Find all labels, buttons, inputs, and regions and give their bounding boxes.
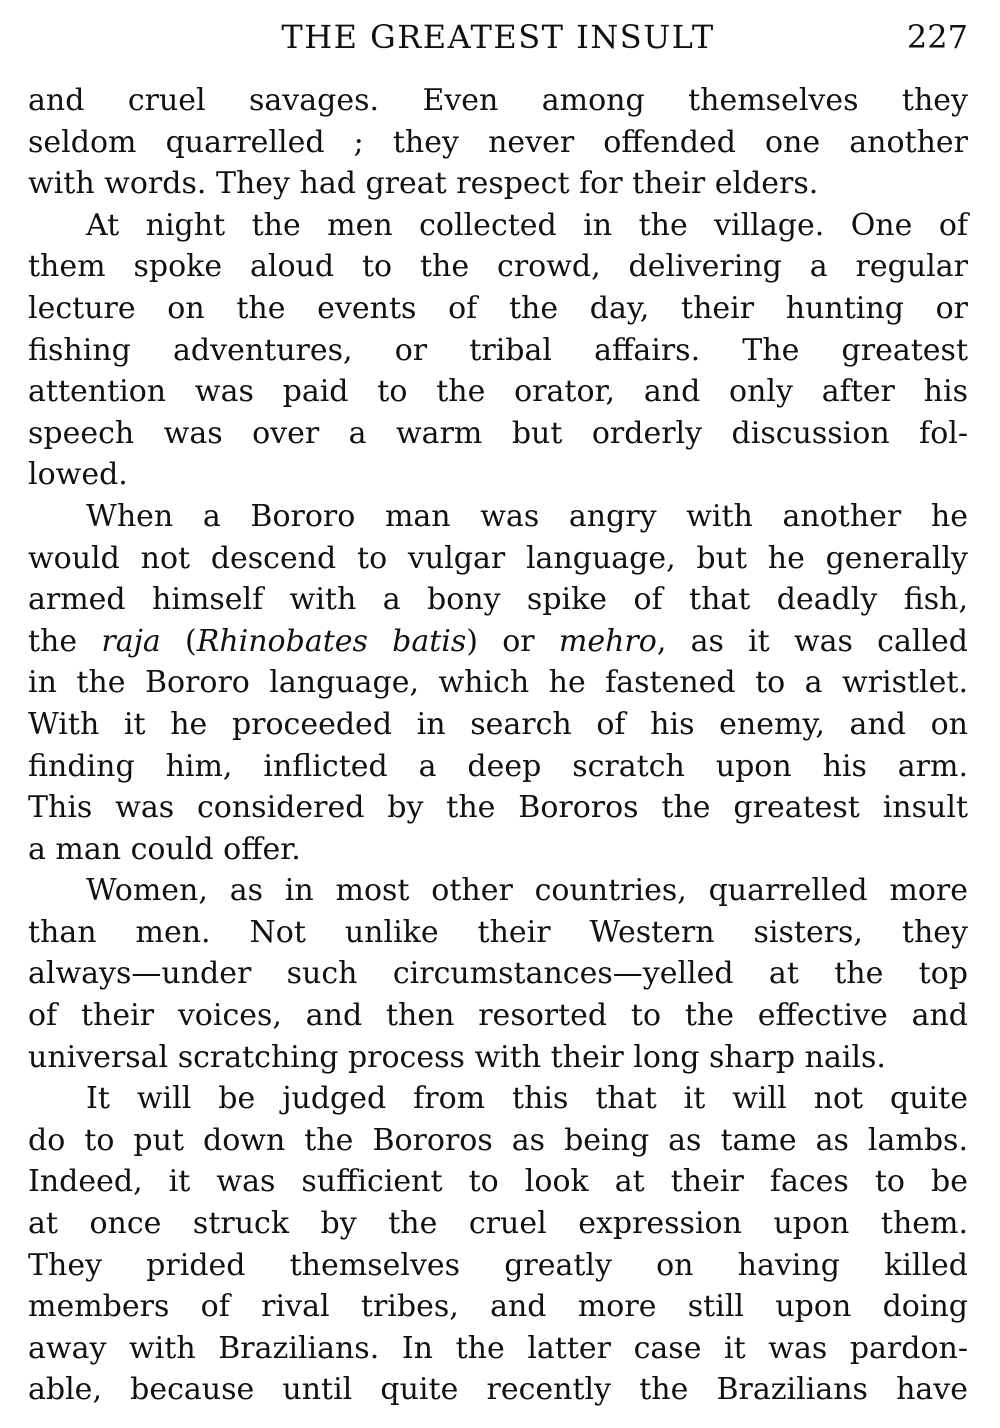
text-line: do to put down the Bororos as being as tame as lambs.: [28, 1122, 968, 1158]
page-number: 227: [906, 18, 968, 56]
text-line: lowed.: [28, 457, 128, 493]
paragraph-insult: [28, 496, 968, 870]
text-run: (: [160, 623, 197, 659]
text-line: speech was over a warm but orderly discussion fol-: [28, 415, 968, 451]
text-run: the: [28, 623, 102, 659]
text-line: lecture on the events of the day, their hunting or: [28, 290, 968, 326]
italic-term-mehro: mehro: [558, 623, 657, 659]
text-line-with-italics: [28, 621, 968, 663]
text-line: of their voices, and then resorted to the effective and: [28, 998, 968, 1034]
text-line: At night the men collected in the village. One of: [86, 207, 968, 243]
text-line: with words. They had great respect for their elders.: [28, 166, 819, 202]
text-line: universal scratching process with their long sharp nails.: [28, 1039, 886, 1075]
paragraph-continuation: [28, 80, 968, 205]
text-line: seldom quarrelled ; they never offended one another: [28, 124, 968, 160]
text-line: finding him, inflicted a deep scratch upon his arm.: [28, 748, 968, 784]
running-head: [28, 18, 968, 66]
italic-term-raja: raja: [101, 623, 161, 659]
text-line: would not descend to vulgar language, but he generally: [28, 540, 968, 576]
text-line: away with Brazilians. In the latter case it was pardon-: [28, 1330, 968, 1366]
text-line: always—under such circumstances—yelled at the top: [28, 956, 968, 992]
text-line: This was considered by the Bororos the greatest insult: [28, 790, 968, 826]
italic-term-species: Rhinobates batis: [196, 623, 467, 659]
running-title: THE GREATEST INSULT: [281, 18, 715, 56]
text-line: able, because until quite recently the Brazilians have: [28, 1372, 968, 1408]
text-line: When a Bororo man was angry with another he: [86, 498, 968, 534]
text-line: in the Bororo language, which he fastened to a wristlet.: [28, 665, 968, 701]
text-line: With it he proceeded in search of his enemy, and on: [28, 706, 968, 742]
paragraph-judgment: [28, 1078, 968, 1411]
text-line: them spoke aloud to the crowd, delivering a regular: [28, 249, 968, 285]
text-line: Indeed, it was sufficient to look at their faces to be: [28, 1164, 968, 1200]
body-text: [28, 80, 968, 1411]
text-line: than men. Not unlike their Western sisters, they: [28, 914, 968, 950]
text-line: and cruel savages. Even among themselves they: [28, 83, 968, 118]
text-line: Women, as in most other countries, quarrelled more: [86, 873, 968, 909]
text-line: a man could offer.: [28, 831, 301, 867]
text-run: , as it was called: [656, 623, 968, 659]
text-run: ) or: [466, 623, 559, 659]
text-line: attention was paid to the orator, and only after his: [28, 374, 968, 410]
text-line: members of rival tribes, and more still upon doing: [28, 1289, 968, 1325]
text-line: at once struck by the cruel expression upon them.: [28, 1206, 968, 1242]
text-line: fishing adventures, or tribal affairs. The greatest: [28, 332, 968, 368]
text-line: They prided themselves greatly on having killed: [28, 1247, 968, 1283]
text-line: armed himself with a bony spike of that deadly fish,: [28, 582, 968, 618]
paragraph-night-gathering: [28, 205, 968, 496]
text-line: It will be judged from this that it will not quite: [86, 1081, 968, 1117]
paragraph-women: [28, 870, 968, 1078]
